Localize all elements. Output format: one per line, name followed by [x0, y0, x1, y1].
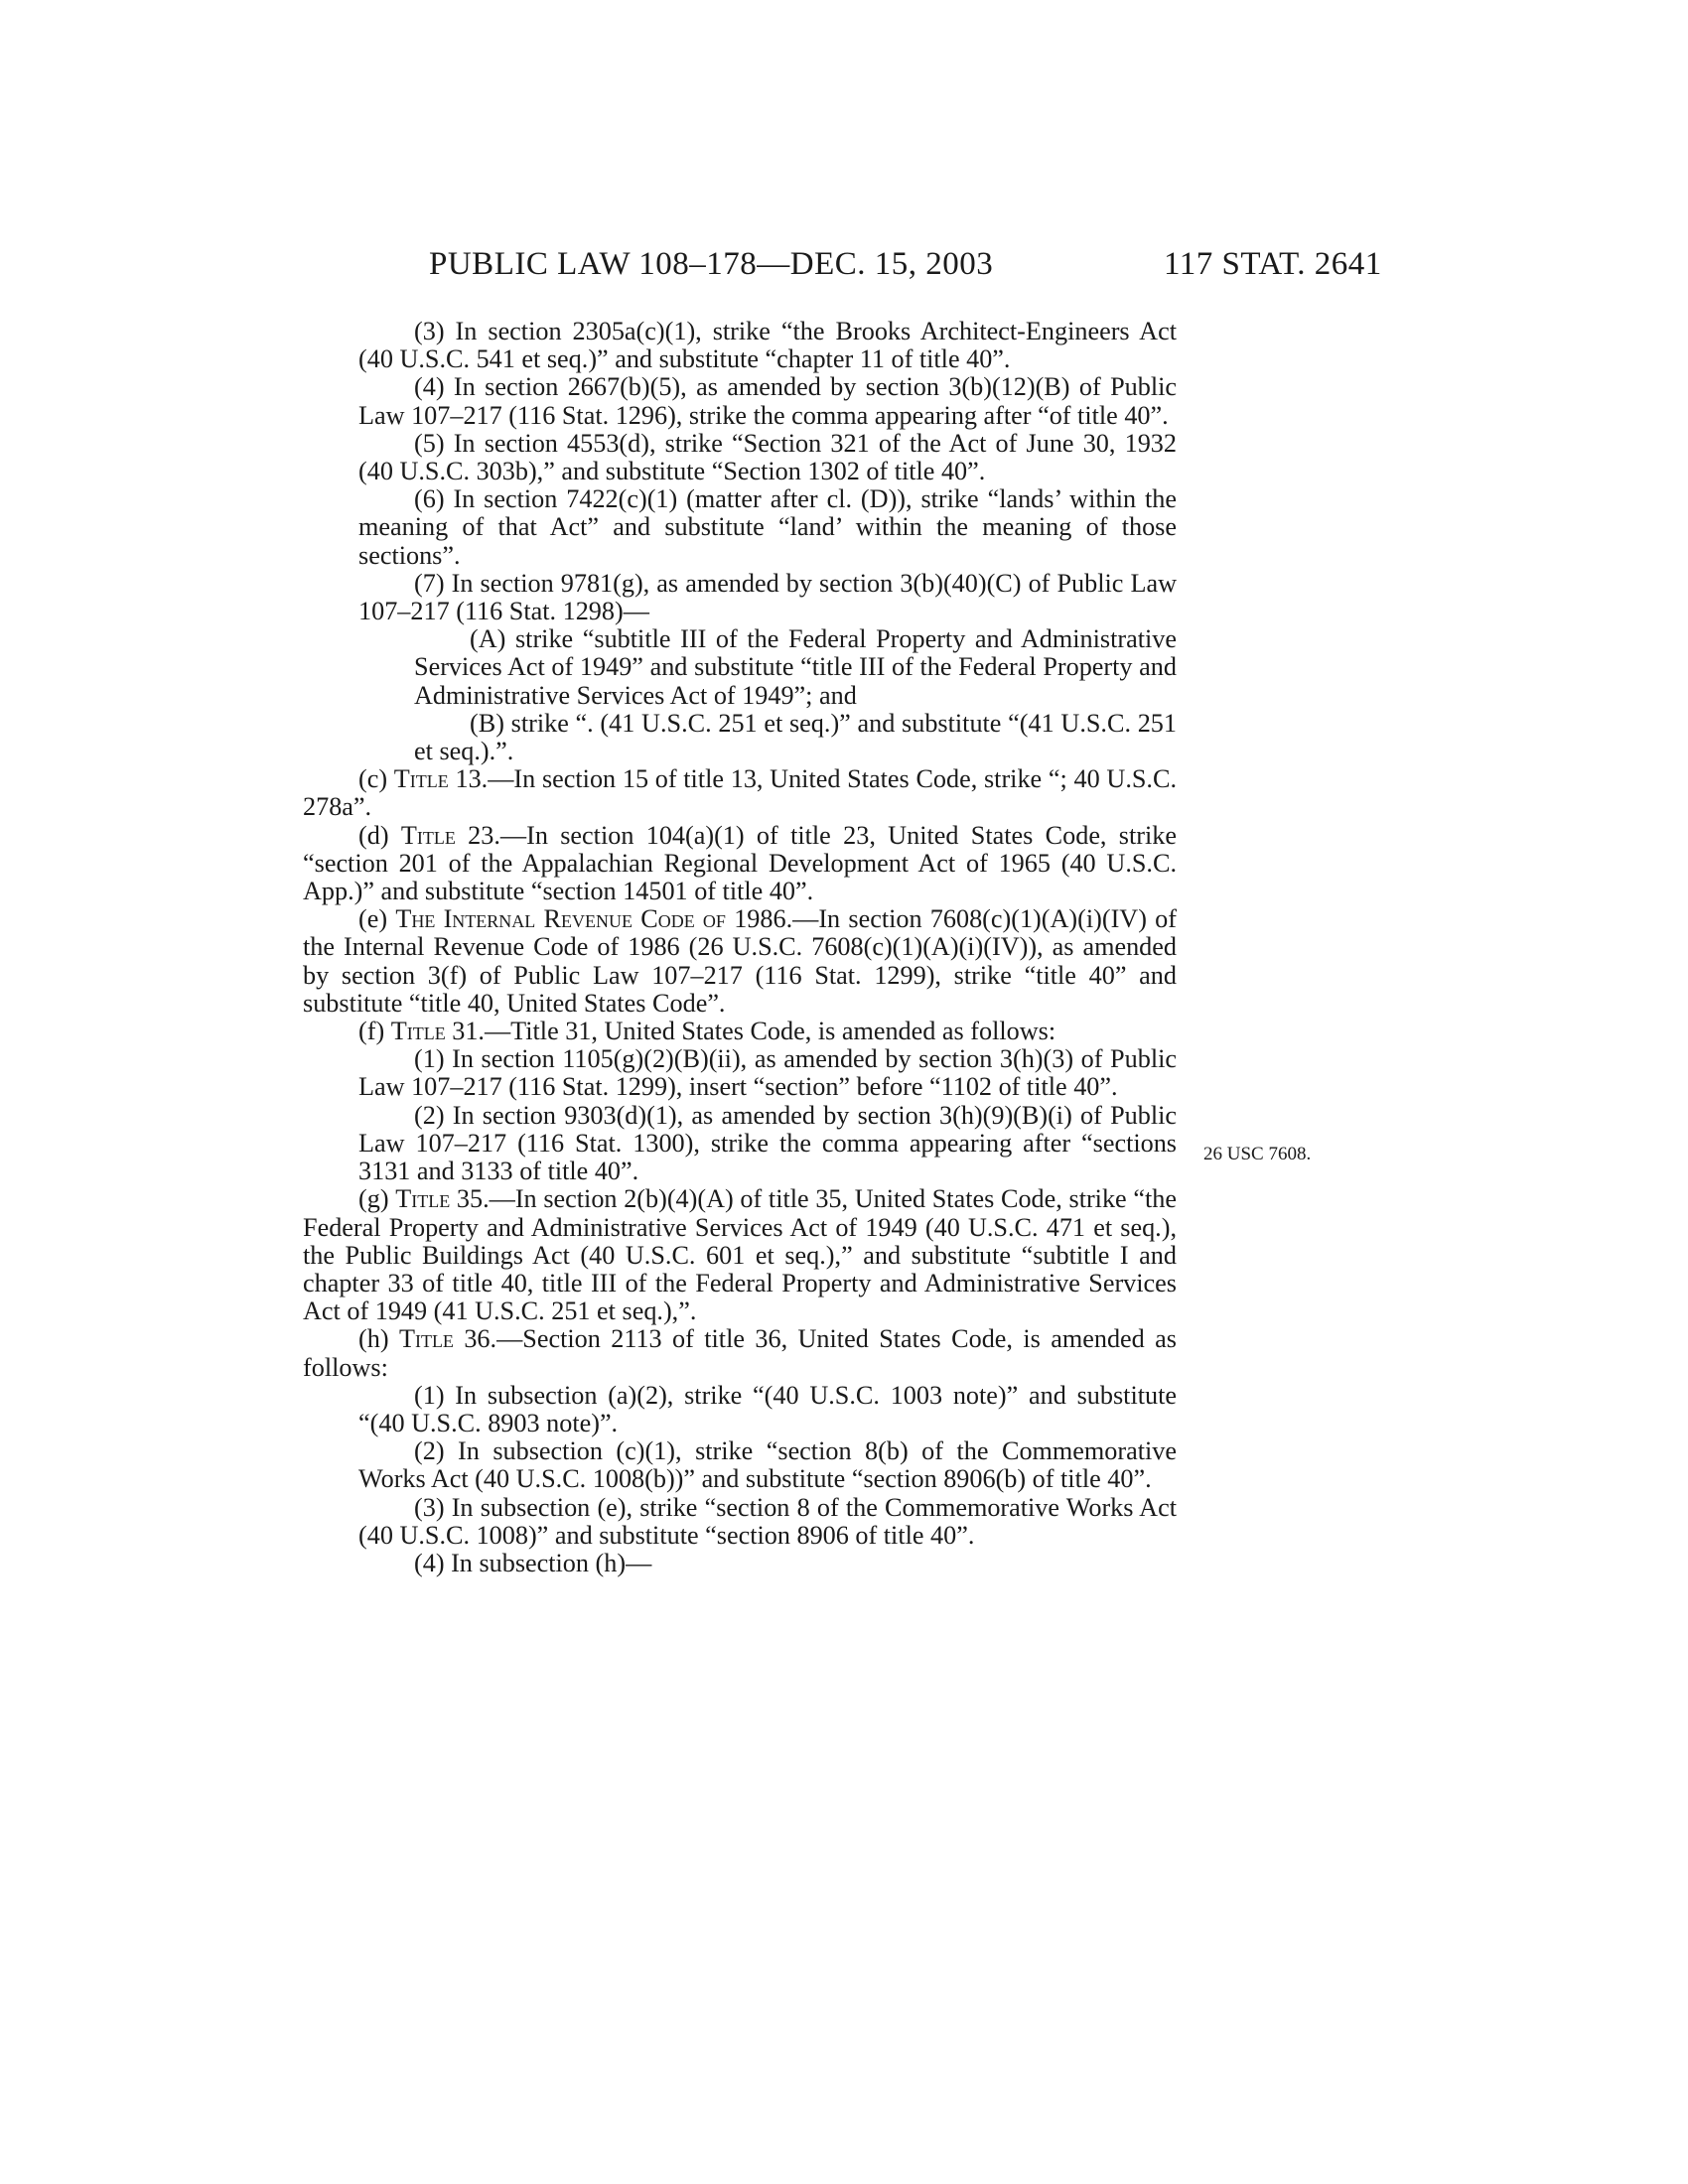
section-e-text: —In section 7608(c)(1)(A)(i)(IV) of the Internal Revenue Code of 1986 (26 U.S.C. 7608(c)(1)(A)(i)(IV)), as amended by section 3(f) of Public Law 107–217 (116 Stat. 1299), strike “title 40” and substitute “title 40, United States Code”.	[303, 904, 1177, 1018]
section-d-prefix: (d)	[358, 820, 401, 850]
paragraph-4: (4) In section 2667(b)(5), as amended by section 3(b)(12)(B) of Public Law 107–217 (116 Stat. 1296), strike the comma appearing after “of title 40”.	[358, 372, 1177, 430]
paragraph-h3: (3) In subsection (e), strike “section 8 of the Commemorative Works Act (40 U.S.C. 1008)” and substitute “section 8906 of title 40”.	[358, 1492, 1177, 1550]
paragraph-7: (7) In section 9781(g), as amended by section 3(b)(40)(C) of Public Law 107–217 (116 Stat. 1298)—	[358, 568, 1177, 626]
margin-note-citation: 26 USC 7608.	[1203, 1144, 1312, 1164]
section-e	[303, 905, 1177, 1018]
paragraph-h1: (1) In subsection (a)(2), strike “(40 U.S.C. 1003 note)” and substitute “(40 U.S.C. 8903 note)”.	[358, 1380, 1177, 1437]
section-e-heading: The Internal Revenue Code of 1986.	[395, 904, 793, 934]
section-d	[303, 822, 1177, 906]
paragraph-6: (6) In section 7422(c)(1) (matter after cl. (D)), strike “lands’ within the meaning of that Act” and substitute “land’ within the meaning of those sections”.	[358, 484, 1177, 570]
section-f-text: —Title 31, United States Code, is amended as follows:	[484, 1017, 1056, 1046]
subparagraph-7a: (A) strike “subtitle III of the Federal Property and Administrative Services Act of 1949” and substitute “title III of the Federal Property and Administrative Services Act of 1949”; and	[414, 624, 1177, 710]
section-h	[303, 1325, 1177, 1381]
section-c-prefix: (c)	[358, 764, 394, 794]
paragraph-h4: (4) In subsection (h)—	[414, 1548, 652, 1577]
paragraph-f2: (2) In section 9303(d)(1), as amended by section 3(h)(9)(B)(i) of Public Law 107–217 (116 Stat. 1300), strike the comma appearing after “sections 3131 and 3133 of title 40”.	[358, 1100, 1177, 1186]
subparagraph-7b: (B) strike “. (41 U.S.C. 251 et seq.)” and substitute “(41 U.S.C. 251 et seq.).”.	[414, 708, 1177, 766]
paragraph-3: (3) In section 2305a(c)(1), strike “the Brooks Architect-Engineers Act (40 U.S.C. 541 et seq.)” and substitute “chapter 11 of title 40”.	[358, 317, 1177, 374]
section-f	[303, 1018, 1177, 1045]
page-header-title: PUBLIC LAW 108–178—DEC. 15, 2003	[429, 246, 994, 282]
section-h-heading: Title 36.	[398, 1324, 497, 1354]
section-f-heading: Title 31.	[390, 1017, 485, 1046]
section-c	[303, 765, 1177, 821]
section-h-prefix: (h)	[358, 1324, 399, 1354]
section-g-text: —In section 2(b)(4)(A) of title 35, United States Code, strike “the Federal Property and Administrative Services Act of 1949 (40 U.S.C. 471 et seq.), the Public Buildings Act (40 U.S.C. 601 et seq.),” and substitute “subtitle I and chapter 33 of title 40, title III of the Federal Property and Administrative Services Act of 1949 (41 U.S.C. 251 et seq.),”.	[303, 1184, 1177, 1326]
paragraph-h2: (2) In subsection (c)(1), strike “section 8(b) of the Commemorative Works Act (40 U.S.C. 1008(b))” and substitute “section 8906(b) of title 40”.	[358, 1436, 1177, 1494]
page-header-stat: 117 STAT. 2641	[1164, 246, 1382, 282]
section-g-prefix: (g)	[358, 1184, 396, 1214]
section-c-text: —In section 15 of title 13, United States Code, strike “; 40 U.S.C. 278a”.	[303, 764, 1177, 822]
section-e-prefix: (e)	[358, 904, 396, 934]
section-f-prefix: (f)	[358, 1017, 391, 1046]
paragraph-f1: (1) In section 1105(g)(2)(B)(ii), as amended by section 3(h)(3) of Public Law 107–217 (116 Stat. 1299), insert “section” before “1102 of title 40”.	[358, 1044, 1177, 1102]
section-d-heading: Title 23.	[400, 820, 500, 850]
section-g-heading: Title 35.	[395, 1184, 490, 1214]
section-g	[303, 1185, 1177, 1325]
document-body	[303, 318, 1177, 1577]
paragraph-5: (5) In section 4553(d), strike “Section 321 of the Act of June 30, 1932 (40 U.S.C. 303b),” and substitute “Section 1302 of title 40”.	[358, 428, 1177, 486]
section-h-text: —Section 2113 of title 36, United States Code, is amended as follows:	[303, 1324, 1177, 1382]
section-c-heading: Title 13.	[393, 764, 489, 794]
section-d-text: —In section 104(a)(1) of title 23, United States Code, strike “section 201 of the Appalachian Regional Development Act of 1965 (40 U.S.C. App.)” and substitute “section 14501 of title 40”.	[303, 820, 1177, 906]
